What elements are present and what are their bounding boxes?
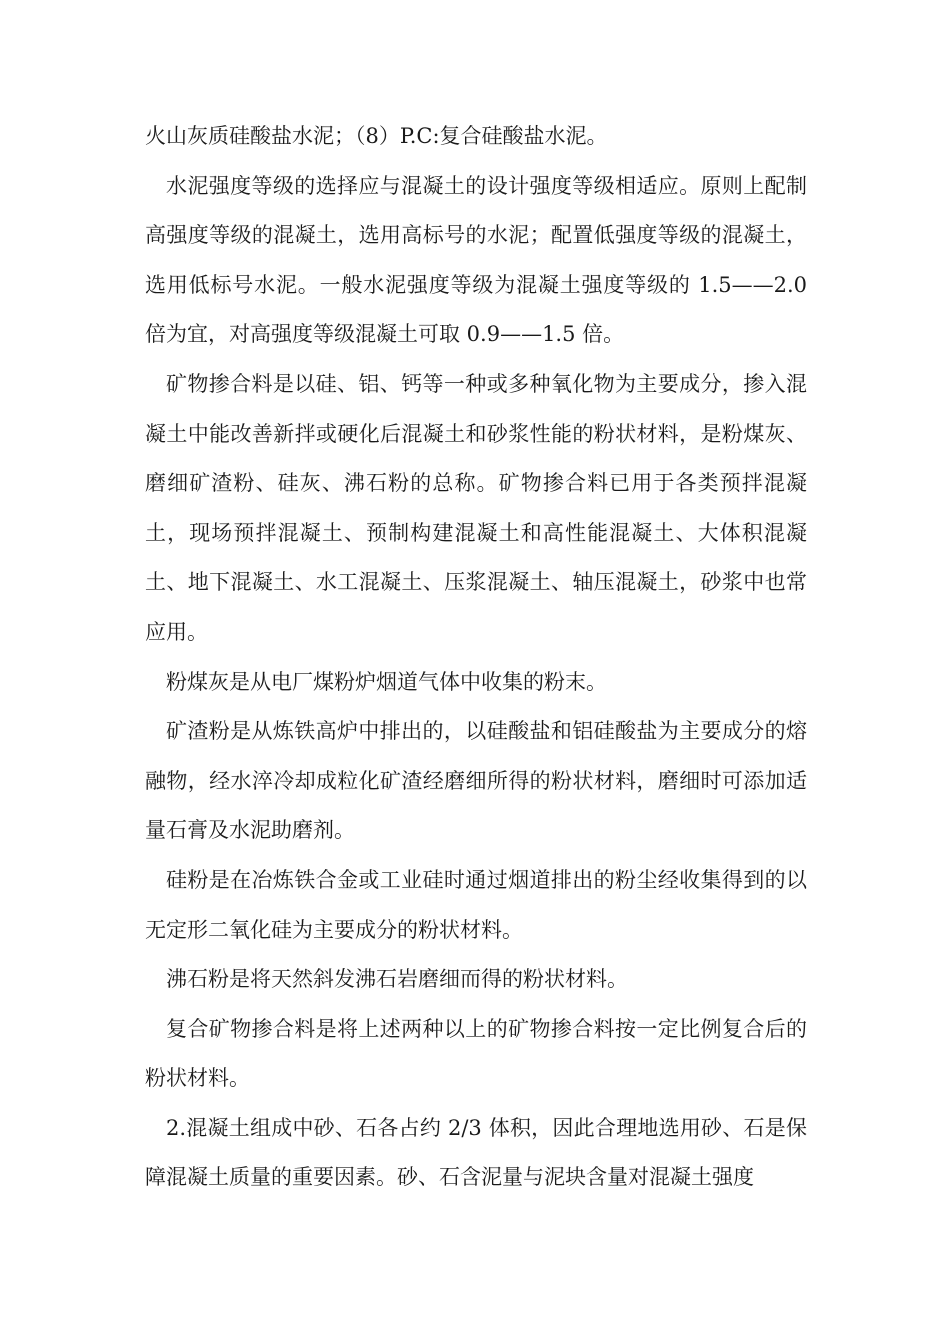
paragraph-composite-admixture: 复合矿物掺合料是将上述两种以上的矿物掺合料按一定比例复合后的粉状材料。: [145, 1016, 807, 1091]
paragraph-zeolite-powder: 沸石粉是将天然斜发沸石岩磨细而得的粉状材料。: [166, 967, 628, 992]
paragraph-fly-ash: 粉煤灰是从电厂煤粉炉烟道气体中收集的粉末。: [166, 669, 607, 694]
paragraph-cement-strength-grade: 水泥强度等级的选择应与混凝土的设计强度等级相适应。原则上配制高强度等级的混凝土，选用高标号的水泥；配置低强度等级的混凝土，选用低标号水泥。一般水泥强度等级为混凝土强度等级的 1.5——2.0 倍为宜，对高强度等级混凝土可取 0.9——1.5 倍。: [145, 173, 807, 347]
paragraph-slag-powder: 矿渣粉是从炼铁高炉中排出的，以硅酸盐和铝硅酸盐为主要成分的熔融物，经水淬冷却成粒化矿渣经磨细所得的粉状材料，磨细时可添加适量石膏及水泥助磨剂。: [145, 719, 807, 843]
paragraph-sand-stone: 2.混凝土组成中砂、石各占约 2/3 体积，因此合理地选用砂、石是保障混凝土质量的重要因素。砂、石含泥量与泥块含量对混凝土强度: [145, 1115, 807, 1190]
paragraph-cement-types-continued: 火山灰质硅酸盐水泥；（8）P.C:复合硅酸盐水泥。: [145, 124, 608, 148]
paragraph-mineral-admixture: 矿物掺合料是以硅、铝、钙等一种或多种氧化物为主要成分，掺入混凝土中能改善新拌或硬化后混凝土和砂浆性能的粉状材料，是粉煤灰、磨细矿渣粉、硅灰、沸石粉的总称。矿物掺合料已用于各类预拌混凝土，现场预拌混凝土、预制构建混凝土和高性能混凝土、大体积混凝土、地下混凝土、水工混凝土、压浆混凝土、轴压混凝土，砂浆中也常应用。: [145, 371, 807, 644]
paragraph-silica-fume: 硅粉是在冶炼铁合金或工业硅时通过烟道排出的粉尘经收集得到的以无定形二氧化硅为主要成分的粉状材料。: [145, 867, 807, 942]
document-body: [145, 112, 807, 1203]
